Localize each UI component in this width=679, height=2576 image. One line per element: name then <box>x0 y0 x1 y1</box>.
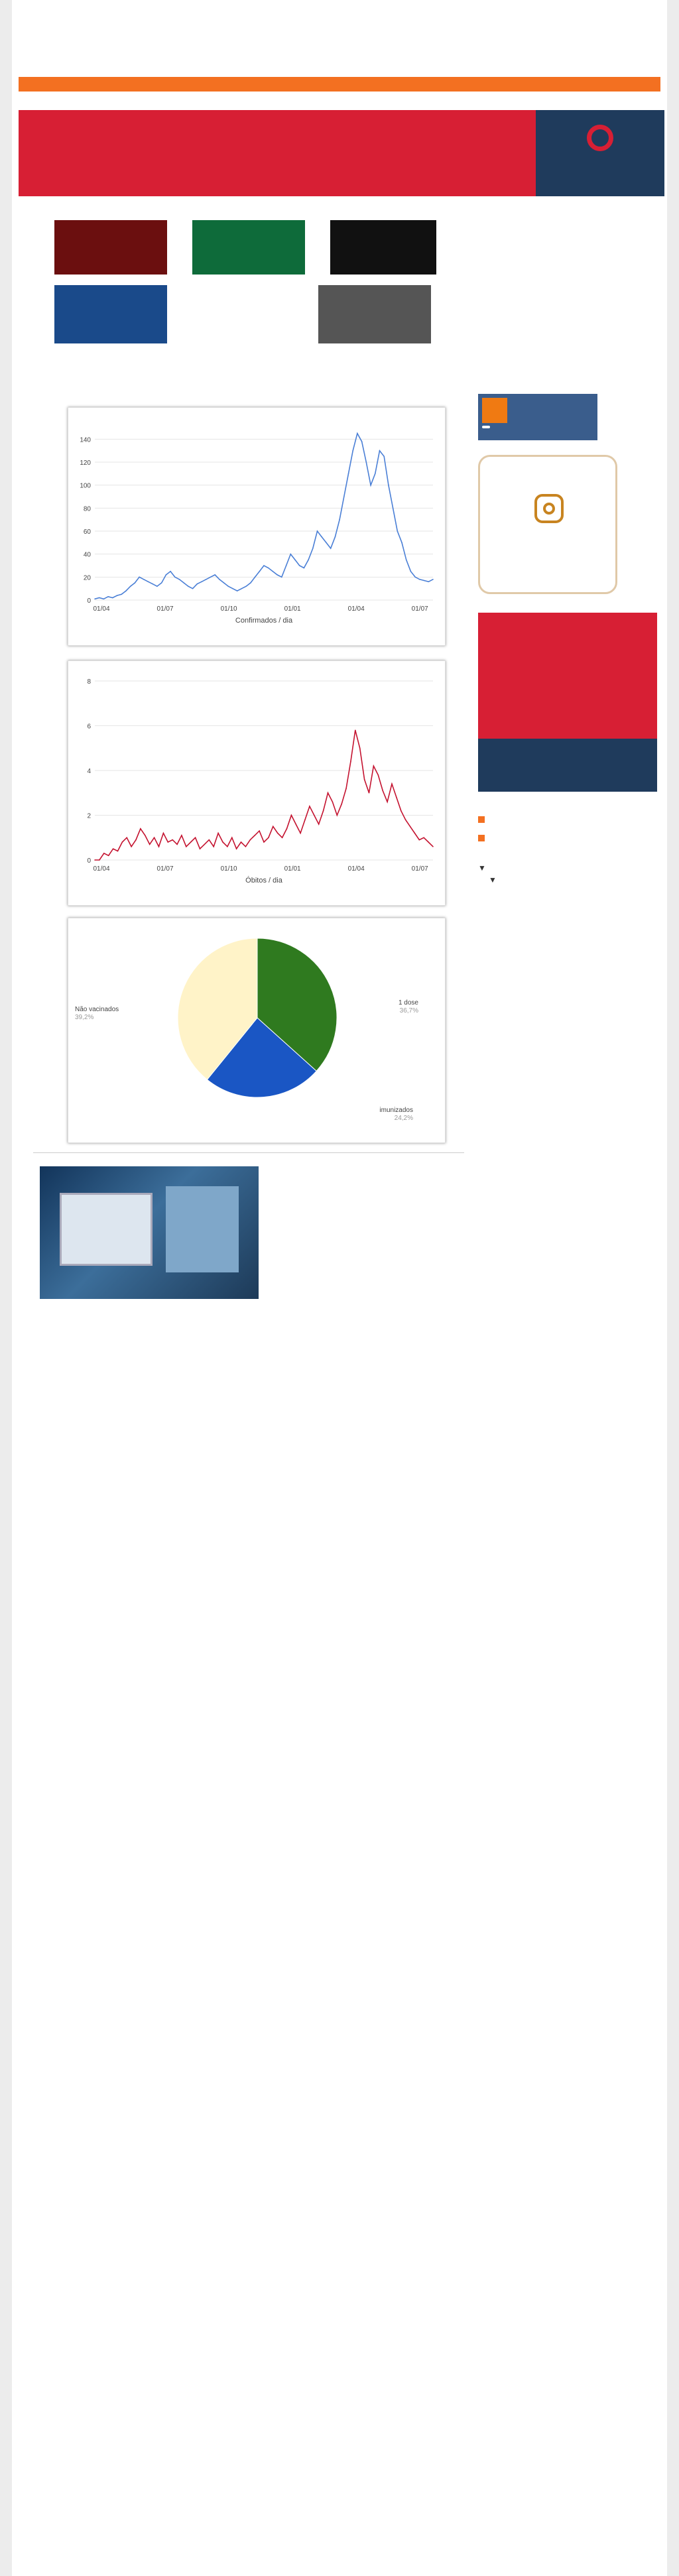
building-shape <box>166 1186 239 1272</box>
data-point <box>335 536 336 538</box>
x-tick-label: 01/07 <box>411 605 428 613</box>
data-point <box>294 560 296 561</box>
data-point <box>255 577 256 578</box>
data-point <box>300 833 301 834</box>
data-point <box>217 833 219 834</box>
data-point <box>355 729 356 731</box>
pie-label: 1 dose <box>398 999 418 1007</box>
data-point <box>227 846 228 847</box>
data-point <box>328 792 329 794</box>
data-point <box>428 841 429 843</box>
chart-confirmados-svg <box>68 421 446 633</box>
chart-obitos-svg <box>68 674 446 893</box>
data-point <box>304 568 305 569</box>
chart-vacinometro-svg <box>68 932 446 1131</box>
data-point <box>332 801 334 802</box>
data-point <box>268 568 269 569</box>
data-point <box>401 542 402 544</box>
data-point <box>213 846 214 847</box>
x-tick-label: 01/10 <box>220 605 237 613</box>
data-point <box>190 841 192 843</box>
data-point <box>375 473 376 475</box>
data-point <box>94 859 95 861</box>
data-point <box>94 598 95 599</box>
data-point <box>414 833 416 834</box>
year-bar <box>19 77 660 92</box>
data-point <box>387 801 388 802</box>
data-point <box>192 588 194 589</box>
covid-tile <box>192 220 305 275</box>
data-point <box>323 810 324 812</box>
data-point <box>117 595 118 596</box>
data-point <box>201 581 202 582</box>
data-point <box>352 450 353 452</box>
data-point <box>259 571 260 572</box>
data-point <box>156 585 158 587</box>
dt-logo[interactable] <box>478 220 670 371</box>
data-point <box>170 571 171 572</box>
data-point <box>339 519 340 521</box>
data-point <box>231 837 233 838</box>
data-point <box>117 851 119 852</box>
data-point <box>245 585 247 587</box>
data-point <box>423 837 424 838</box>
blog-entry <box>478 834 670 843</box>
data-point <box>282 837 283 838</box>
chart-obitos <box>68 660 446 906</box>
data-point <box>148 581 149 582</box>
data-point <box>179 579 180 580</box>
data-point <box>357 433 358 434</box>
data-point <box>401 810 402 812</box>
data-point <box>228 585 229 587</box>
data-point <box>314 815 315 816</box>
chart-confirmados <box>68 407 446 646</box>
y-tick-label: 120 <box>80 460 91 467</box>
x-tick-label: 01/04 <box>347 865 365 873</box>
data-point <box>130 585 131 587</box>
data-point <box>391 783 393 784</box>
data-point <box>113 848 114 849</box>
coop-logo <box>536 110 664 196</box>
data-point <box>210 577 212 578</box>
data-point <box>259 830 260 831</box>
data-point <box>181 835 182 836</box>
data-point <box>277 574 278 576</box>
data-point <box>149 844 151 845</box>
data-point <box>121 594 122 595</box>
data-point <box>161 582 162 583</box>
data-point <box>241 588 243 589</box>
blogger-icon <box>478 816 485 823</box>
chart-title <box>68 408 445 421</box>
data-point <box>250 839 251 841</box>
blog-entry <box>478 816 670 825</box>
y-tick-label: 40 <box>83 551 91 559</box>
series-line <box>95 434 433 599</box>
y-tick-label: 6 <box>87 723 91 731</box>
data-point <box>308 560 309 561</box>
y-tick-label: 80 <box>83 505 91 513</box>
chart-title <box>68 661 445 674</box>
data-point <box>273 826 274 828</box>
expand-icon[interactable]: ▼ <box>478 863 486 873</box>
data-point <box>174 577 176 578</box>
data-point <box>304 819 306 820</box>
data-point <box>299 565 300 566</box>
data-point <box>373 765 375 767</box>
pie-pct: 36,7% <box>399 1007 418 1014</box>
data-point <box>183 582 184 583</box>
data-point <box>273 571 274 572</box>
facebook-avatar <box>482 398 507 423</box>
data-point <box>152 583 153 585</box>
data-point <box>200 848 201 849</box>
data-point <box>343 496 345 497</box>
data-point <box>414 577 416 578</box>
data-point <box>241 841 242 843</box>
covid-panel <box>33 220 464 1129</box>
data-point <box>364 779 365 780</box>
data-point <box>167 841 168 843</box>
x-tick-label: 01/07 <box>156 865 174 873</box>
data-point <box>424 580 425 582</box>
y-tick-label: 140 <box>80 436 91 444</box>
data-point <box>406 560 407 561</box>
x-tick-label: 01/04 <box>347 605 365 613</box>
covid-tile <box>54 285 167 343</box>
data-point <box>312 548 314 549</box>
y-tick-label: 0 <box>87 857 91 865</box>
y-tick-label: 2 <box>87 812 91 820</box>
data-point <box>143 579 145 580</box>
blog-list <box>478 816 670 843</box>
covid-tile <box>330 220 436 275</box>
data-point <box>405 819 406 820</box>
data-point <box>186 846 187 847</box>
facebook-like-button[interactable] <box>482 426 490 428</box>
data-point <box>428 581 429 582</box>
data-point <box>396 797 397 798</box>
data-point <box>359 747 361 749</box>
data-point <box>222 841 223 843</box>
x-axis-label: Confirmados / dia <box>235 617 293 625</box>
covid-tile <box>318 285 431 343</box>
data-point <box>318 824 320 825</box>
facebook-widget[interactable] <box>478 394 597 440</box>
top-banner-ad[interactable] <box>19 110 664 196</box>
data-point <box>341 804 342 805</box>
data-point <box>336 815 338 816</box>
data-point <box>158 846 160 847</box>
x-tick-label: 01/04 <box>93 605 110 613</box>
data-point <box>214 574 216 576</box>
data-point <box>388 485 389 486</box>
coop-ring-icon <box>587 125 613 151</box>
post-photo[interactable] <box>40 1166 259 1299</box>
x-tick-label: 01/01 <box>284 865 301 873</box>
pie-pct: 39,2% <box>75 1014 94 1021</box>
data-point <box>163 833 164 834</box>
data-point <box>103 598 105 599</box>
pie-label: imunizados <box>379 1107 413 1114</box>
data-point <box>237 590 238 591</box>
data-point <box>383 456 385 458</box>
sidebar-ad[interactable] <box>478 613 657 792</box>
y-tick-label: 4 <box>87 768 91 775</box>
data-point <box>99 859 100 861</box>
data-point <box>139 577 140 578</box>
page <box>12 0 667 2576</box>
data-point <box>154 837 155 838</box>
data-point <box>172 839 173 841</box>
data-point <box>263 565 265 566</box>
data-point <box>122 841 123 843</box>
x-tick-label: 01/01 <box>284 605 301 613</box>
data-point <box>236 848 237 849</box>
data-point <box>382 790 383 792</box>
data-point <box>369 792 370 794</box>
data-point <box>379 450 381 452</box>
data-point <box>330 548 332 549</box>
data-point <box>326 542 327 544</box>
data-point <box>250 582 251 583</box>
y-tick-label: 0 <box>87 597 91 605</box>
x-tick-label: 01/10 <box>220 865 237 873</box>
pie-pct: 24,2% <box>394 1115 413 1122</box>
data-point <box>281 577 282 578</box>
data-point <box>377 774 379 776</box>
data-point <box>195 837 196 838</box>
data-point <box>223 582 225 583</box>
instagram-widget[interactable] <box>478 455 617 594</box>
y-tick-label: 100 <box>80 482 91 490</box>
data-point <box>286 828 288 829</box>
building-shape <box>60 1193 153 1266</box>
data-point <box>126 837 127 838</box>
data-point <box>370 485 371 486</box>
data-point <box>321 536 322 538</box>
data-point <box>145 835 146 836</box>
data-point <box>309 806 310 807</box>
data-point <box>131 846 132 847</box>
data-point <box>361 441 363 442</box>
expand-icon[interactable]: ▼ <box>489 875 497 885</box>
data-point <box>140 828 141 829</box>
data-point <box>176 844 178 845</box>
data-point <box>107 596 109 597</box>
data-point <box>277 833 278 834</box>
data-point <box>232 588 233 589</box>
data-point <box>263 841 265 843</box>
x-tick-label: 01/04 <box>93 865 110 873</box>
main-column <box>33 212 464 1326</box>
blogger-icon <box>478 835 485 841</box>
data-point <box>112 597 113 599</box>
data-point <box>419 579 420 580</box>
data-point <box>208 839 210 841</box>
data-point <box>108 855 109 856</box>
data-point <box>366 461 367 463</box>
data-point <box>419 839 420 841</box>
y-tick-label: 60 <box>83 528 91 536</box>
archive-tree <box>478 862 670 886</box>
data-point <box>291 815 292 816</box>
data-point <box>135 582 136 583</box>
data-point <box>197 583 198 585</box>
data-point <box>348 473 349 475</box>
instagram-icon <box>534 494 564 523</box>
chart-vacinometro <box>68 918 446 1143</box>
data-point <box>245 846 247 847</box>
data-point <box>290 554 291 555</box>
pie-label: Não vacinados <box>75 1006 119 1013</box>
data-point <box>188 585 189 587</box>
data-point <box>286 565 287 566</box>
chart-title <box>68 918 445 932</box>
data-point <box>125 590 127 591</box>
post <box>33 1166 464 1326</box>
data-point <box>103 853 105 854</box>
x-tick-label: 01/07 <box>411 865 428 873</box>
data-point <box>432 846 434 847</box>
data-point <box>135 839 137 841</box>
data-point <box>410 571 412 572</box>
data-point <box>254 835 255 836</box>
x-axis-label: Óbitos / dia <box>245 877 282 885</box>
data-point <box>206 579 207 580</box>
data-point <box>350 761 351 763</box>
data-point <box>397 530 399 532</box>
data-point <box>295 824 296 825</box>
data-point <box>219 579 220 580</box>
series-line <box>95 730 433 860</box>
data-point <box>317 530 318 532</box>
data-point <box>99 597 100 599</box>
data-point <box>268 837 269 838</box>
covid-tile <box>54 220 167 275</box>
data-point <box>204 844 206 845</box>
data-point <box>345 788 347 789</box>
sidebar <box>478 212 670 918</box>
data-point <box>432 579 434 580</box>
y-tick-label: 8 <box>87 678 91 686</box>
data-point <box>166 574 167 576</box>
data-point <box>410 826 411 828</box>
data-point <box>393 508 394 509</box>
x-tick-label: 01/07 <box>156 605 174 613</box>
y-tick-label: 20 <box>83 574 91 582</box>
